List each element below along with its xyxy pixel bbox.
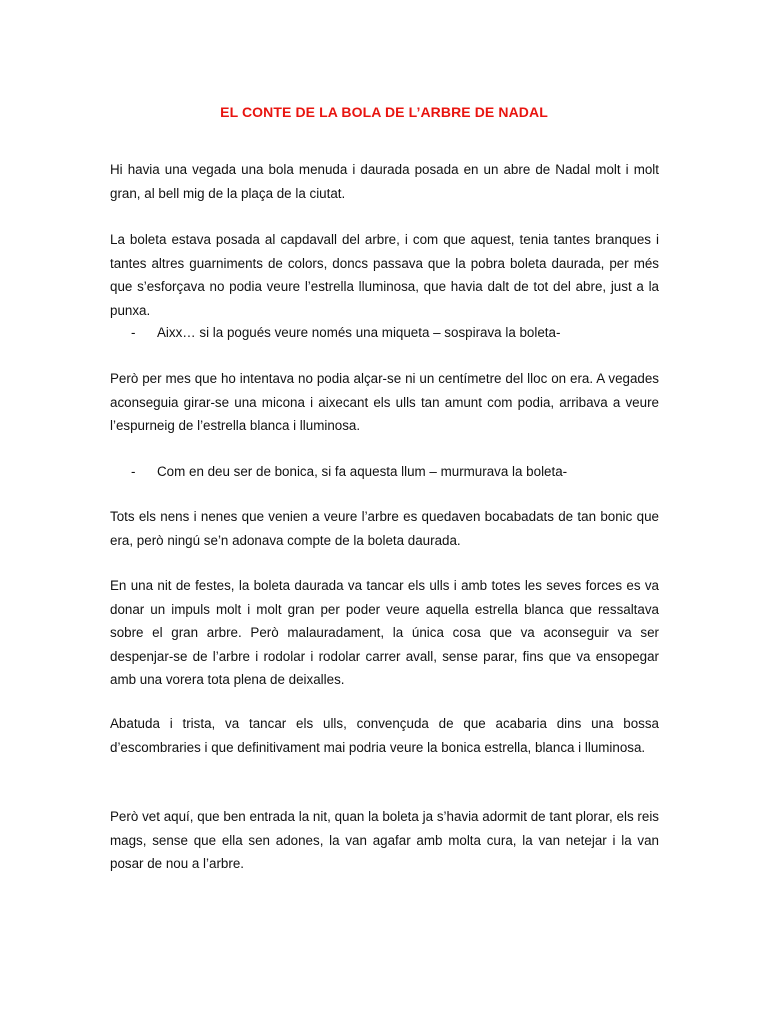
- paragraph-7: Però vet aquí, que ben entrada la nit, quan la boleta ja s’havia adormit de tant plorar, els reis mags, sense que ella sen adones, la van agafar amb molta cura, la van netejar i la van posar de nou a l’arbre.: [110, 809, 659, 871]
- dialogue-dash: -: [131, 325, 136, 340]
- document-title: EL CONTE DE LA BOLA DE L’ARBRE DE NADAL: [220, 104, 548, 120]
- paragraph-2: La boleta estava posada al capdavall del arbre, i com que aquest, tenia tantes branques i tantes altres guarniments de colors, doncs passava que la pobra boleta daurada, per més que s’esforçava no podia veure l’estrella lluminosa, que havia dalt de tot del abre, just a la punxa.: [110, 232, 659, 318]
- paragraph-4: Tots els nens i nenes que venien a veure l’arbre es quedaven bocabadats de tan bonic que era, però ningú se’n adonava compte de la boleta daurada.: [110, 509, 659, 548]
- dialogue-text: Com en deu ser de bonica, si fa aquesta llum – murmurava la boleta-: [157, 464, 568, 479]
- paragraph-1: Hi havia una vegada una bola menuda i daurada posada en un abre de Nadal molt i molt gran, al bell mig de la plaça de la ciutat.: [110, 162, 659, 201]
- paragraph-6: Abatuda i trista, va tancar els ulls, convençuda de que acabaria dins una bossa d’escombraries i que definitivament mai podria veure la bonica estrella, blanca i lluminosa.: [110, 716, 659, 755]
- paragraph-5: En una nit de festes, la boleta daurada va tancar els ulls i amb totes les seves forces es va donar un impuls molt i molt gran per poder veure aquella estrella blanca que ressaltava sobre el gran arbre. Però malauradament, la única cosa que va aconseguir va ser despenjar-se de l’arbre i rodolar i rodolar carrer avall, sense parar, fins que va ensopegar amb una vorera tota plena de deixalles.: [110, 578, 659, 687]
- dialogue-dash: -: [131, 464, 136, 479]
- paragraph-3: Però per mes que ho intentava no podia alçar-se ni un centímetre del lloc on era. A vegades aconseguia girar-se una micona i aixecant els ulls tan amunt com podia, arribava a veure l’espurneig de l’estrella blanca i lluminosa.: [110, 371, 659, 433]
- dialogue-text: Aixx… si la pogués veure només una miqueta – sospirava la boleta-: [157, 325, 561, 340]
